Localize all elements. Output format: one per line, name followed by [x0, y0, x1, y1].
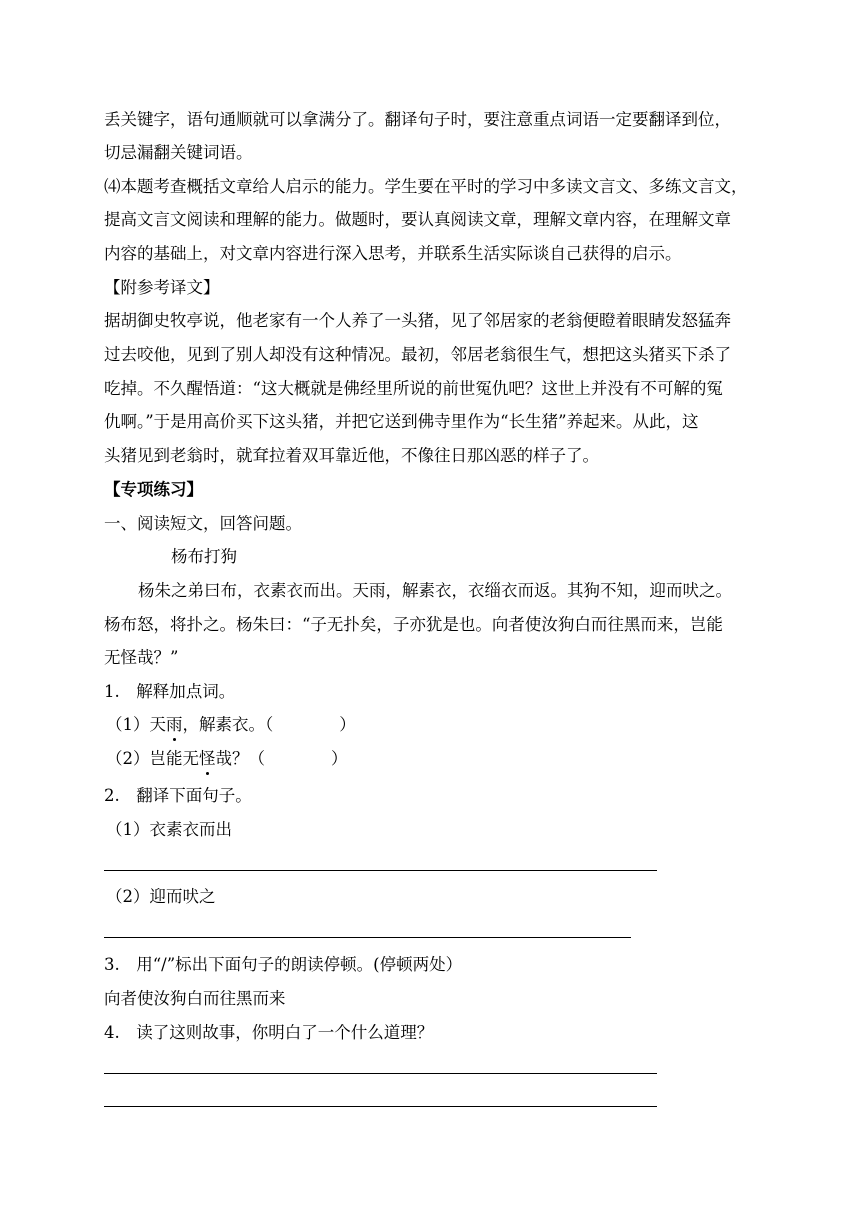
- text-line: ⑷本题考查概括文章给人启示的能力。学生要在平时的学习中多读文言文、多练文言文，: [104, 177, 748, 196]
- story-title: 杨布打狗: [171, 547, 237, 566]
- answer-line: [104, 1106, 657, 1107]
- dotted-word: 雨: [166, 715, 183, 734]
- answer-line: [104, 1073, 657, 1074]
- story-line: 杨布怒，将扑之。杨朱曰：“子无扑矣，子亦犹是也。向者使汝狗白而往黑而来，岂能: [104, 615, 723, 634]
- item-text: （1）天: [106, 715, 166, 734]
- reference-line: 吃掉。不久醒悟道：“这大概就是佛经里所说的前世冤仇吧？这世上并没有不可解的冤: [104, 379, 723, 398]
- item-text: （2）岂能无: [106, 749, 199, 768]
- reference-line: 据胡御史牧亭说，他老家有一个人养了一头猪，见了邻居家的老翁便瞪着眼睛发怒猛奔: [104, 311, 731, 330]
- text-line: 切忌漏翻关键词语。: [104, 143, 253, 162]
- answer-line: [104, 937, 631, 938]
- reference-line: 头猪见到老翁时，就耷拉着双耳靠近他，不像往日那凶恶的样子了。: [104, 446, 599, 465]
- story-line: 无怪哉？”: [104, 648, 179, 667]
- text-line: 丢关键字，语句通顺就可以拿满分了。翻译句子时，要注意重点词语一定要翻译到位，: [104, 110, 731, 129]
- practice-instruction: 一、阅读短文，回答问题。: [104, 514, 302, 533]
- practice-heading: 【专项练习】: [104, 480, 203, 499]
- text-line: 内容的基础上，对文章内容进行深入思考，并联系生活实际谈自己获得的启示。: [104, 244, 682, 263]
- item-text: 哉？（ ）: [215, 749, 348, 768]
- question-2-item-1: （1）衣素衣而出: [106, 820, 232, 839]
- reference-line: 过去咬他，见到了别人却没有这种情况。最初，邻居老翁很生气，想把这头猪买下杀了: [104, 345, 731, 364]
- reference-line: 仇啊。”于是用高价买下这头猪，并把它送到佛寺里作为“长生猪”养起来。从此，这: [104, 412, 699, 431]
- story-line: 杨朱之弟曰布，衣素衣而出。天雨，解素衣，衣缁衣而返。其狗不知，迎而吠之。: [138, 581, 732, 600]
- question-1-item-1: [106, 715, 356, 735]
- text-line: 提高文言文阅读和理解的能力。做题时，要认真阅读文章，理解文章内容，在理解文章: [104, 210, 731, 229]
- question-3: 3. 用“/”标出下面句子的朗读停顿。(停顿两处）: [104, 955, 463, 974]
- question-4: 4. 读了这则故事，你明白了一个什么道理？: [104, 1023, 434, 1042]
- item-text: ，解素衣。（ ）: [182, 715, 356, 734]
- answer-line: [104, 870, 657, 871]
- question-1-item-2: [106, 749, 348, 769]
- question-3-sentence: 向者使汝狗白而往黑而来: [104, 989, 286, 1008]
- question-2: 2. 翻译下面句子。: [104, 786, 252, 805]
- dotted-word: 怪: [199, 749, 216, 768]
- question-2-item-2: （2）迎而吠之: [106, 887, 216, 906]
- question-1: 1. 解释加点词。: [104, 682, 236, 701]
- reference-heading: 【附参考译文】: [104, 278, 220, 297]
